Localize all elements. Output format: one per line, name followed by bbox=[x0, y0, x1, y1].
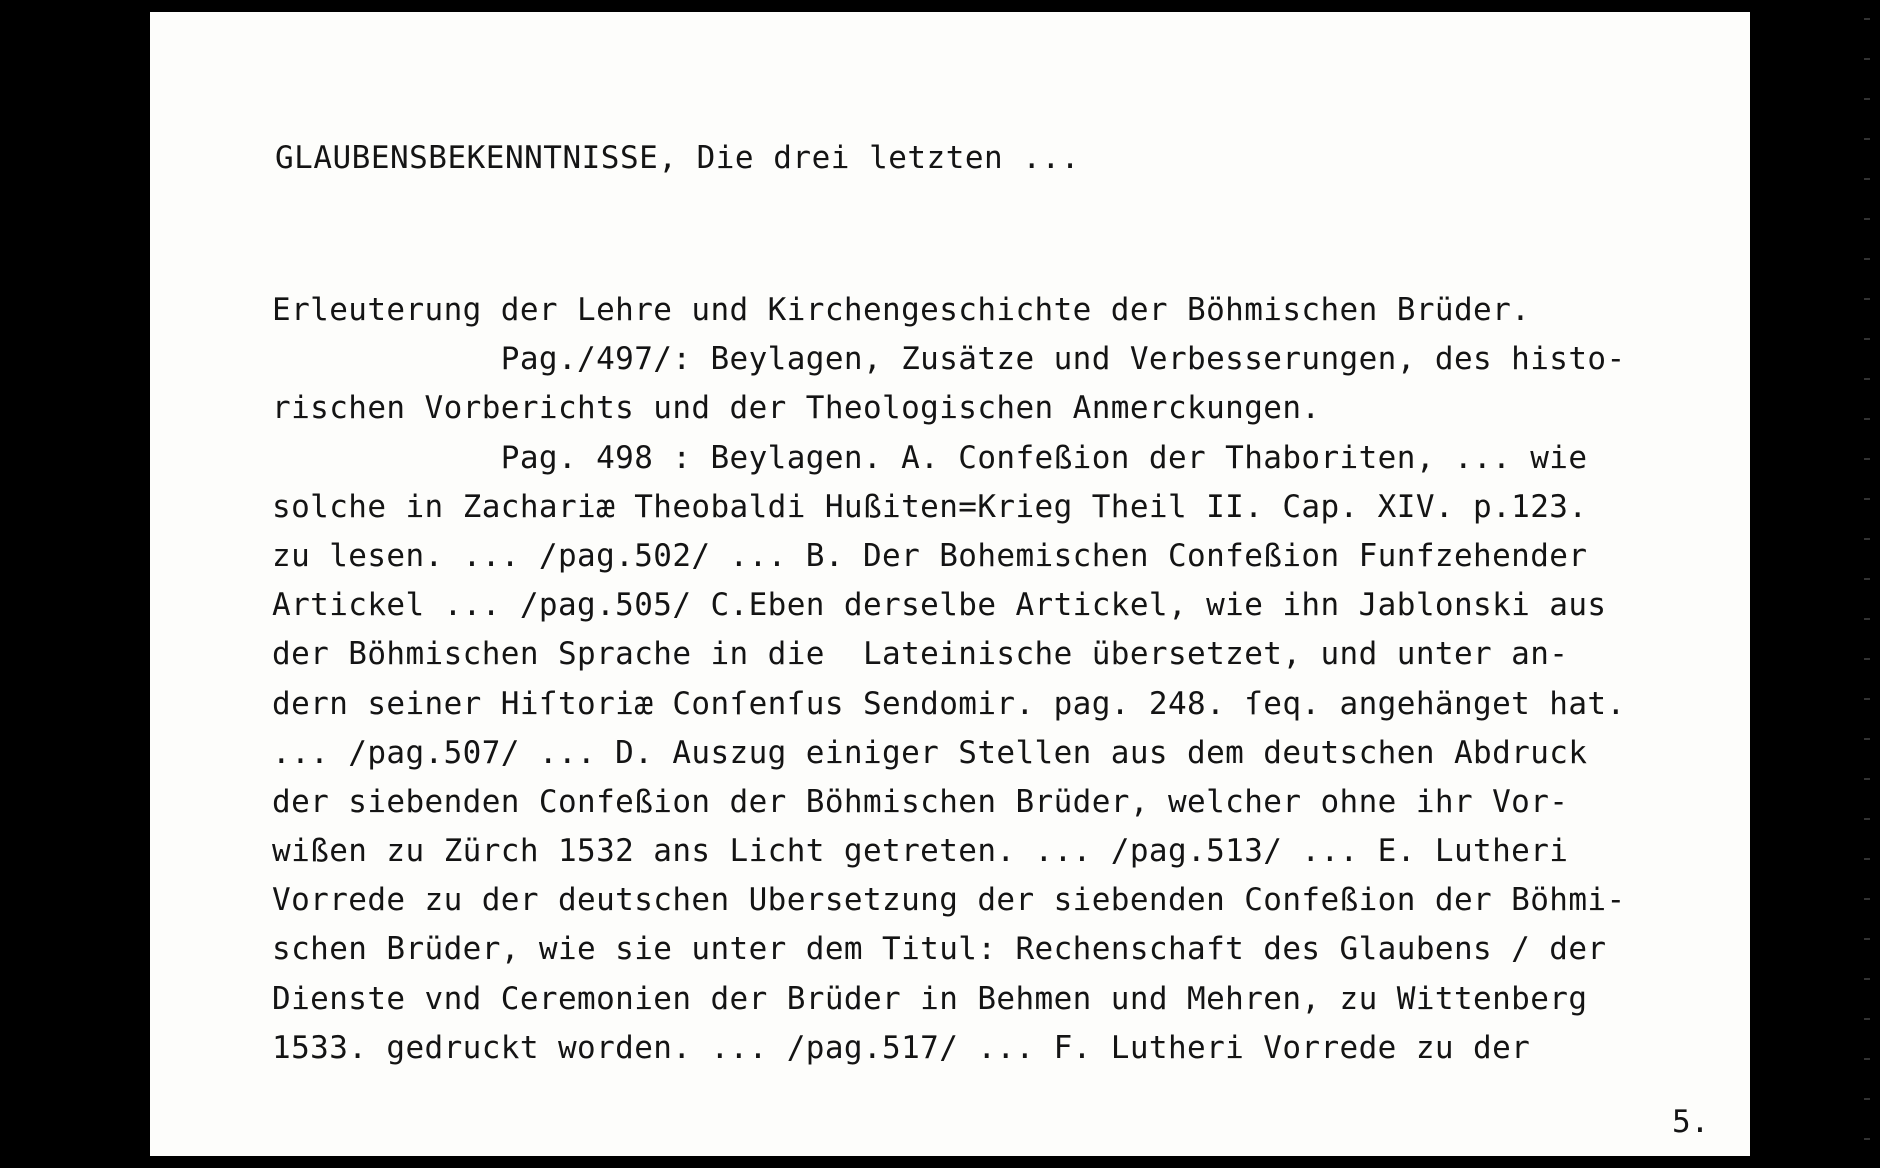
text-line: Pag./497/: Beylagen, Zusätze und Verbesserungen, des histo- bbox=[272, 341, 1626, 378]
text-line: Artickel ... /pag.505/ C.Eben derselbe Artickel, wie ihn Jablonski aus bbox=[272, 587, 1607, 624]
text-line: schen Brüder, wie sie unter dem Titul: Rechenschaft des Glaubens / der bbox=[272, 931, 1607, 968]
text-line: 1533. gedruckt worden. ... /pag.517/ ... F. Lutheri Vorrede zu der bbox=[272, 1029, 1531, 1066]
text-line: solche in Zachariæ Theobaldi Hußiten=Krieg Theil II. Cap. XIV. p.123. bbox=[272, 488, 1588, 525]
text-line: rischen Vorberichts und der Theologischen Anmerckungen. bbox=[272, 390, 1321, 427]
scan-edge-marks bbox=[1864, 0, 1870, 1168]
text-line: Vorrede zu der deutschen Ubersetzung der siebenden Confeßion der Böhmi- bbox=[272, 882, 1626, 919]
text-line: ... /pag.507/ ... D. Auszug einiger Stellen aus dem deutschen Abdruck bbox=[272, 734, 1588, 771]
card-heading: GLAUBENSBEKENNTNISSE, Die drei letzten ... bbox=[275, 140, 1080, 176]
text-line: der siebenden Confeßion der Böhmischen Brüder, welcher ohne ihr Vor- bbox=[272, 783, 1569, 820]
card-body-text bbox=[272, 286, 1692, 1073]
text-line: Pag. 498 : Beylagen. A. Confeßion der Thaboriten, ... wie bbox=[272, 439, 1588, 476]
page-number: 5. bbox=[1672, 1104, 1710, 1140]
text-line: der Böhmischen Sprache in die Lateinische übersetzet, und unter an- bbox=[272, 636, 1569, 673]
text-line: wißen zu Zürch 1532 ans Licht getreten. ... /pag.513/ ... E. Lutheri bbox=[272, 833, 1569, 870]
text-line: zu lesen. ... /pag.502/ ... B. Der Bohemischen Confeßion Funfzehender bbox=[272, 537, 1588, 574]
text-line: Erleuterung der Lehre und Kirchengeschichte der Böhmischen Brüder. bbox=[272, 292, 1531, 328]
text-line: dern seiner Hiſtoriæ Conſenſus Sendomir. pag. 248. ſeq. angehänget hat. bbox=[272, 685, 1626, 722]
text-line: Dienste vnd Ceremonien der Brüder in Behmen und Mehren, zu Wittenberg bbox=[272, 980, 1588, 1017]
